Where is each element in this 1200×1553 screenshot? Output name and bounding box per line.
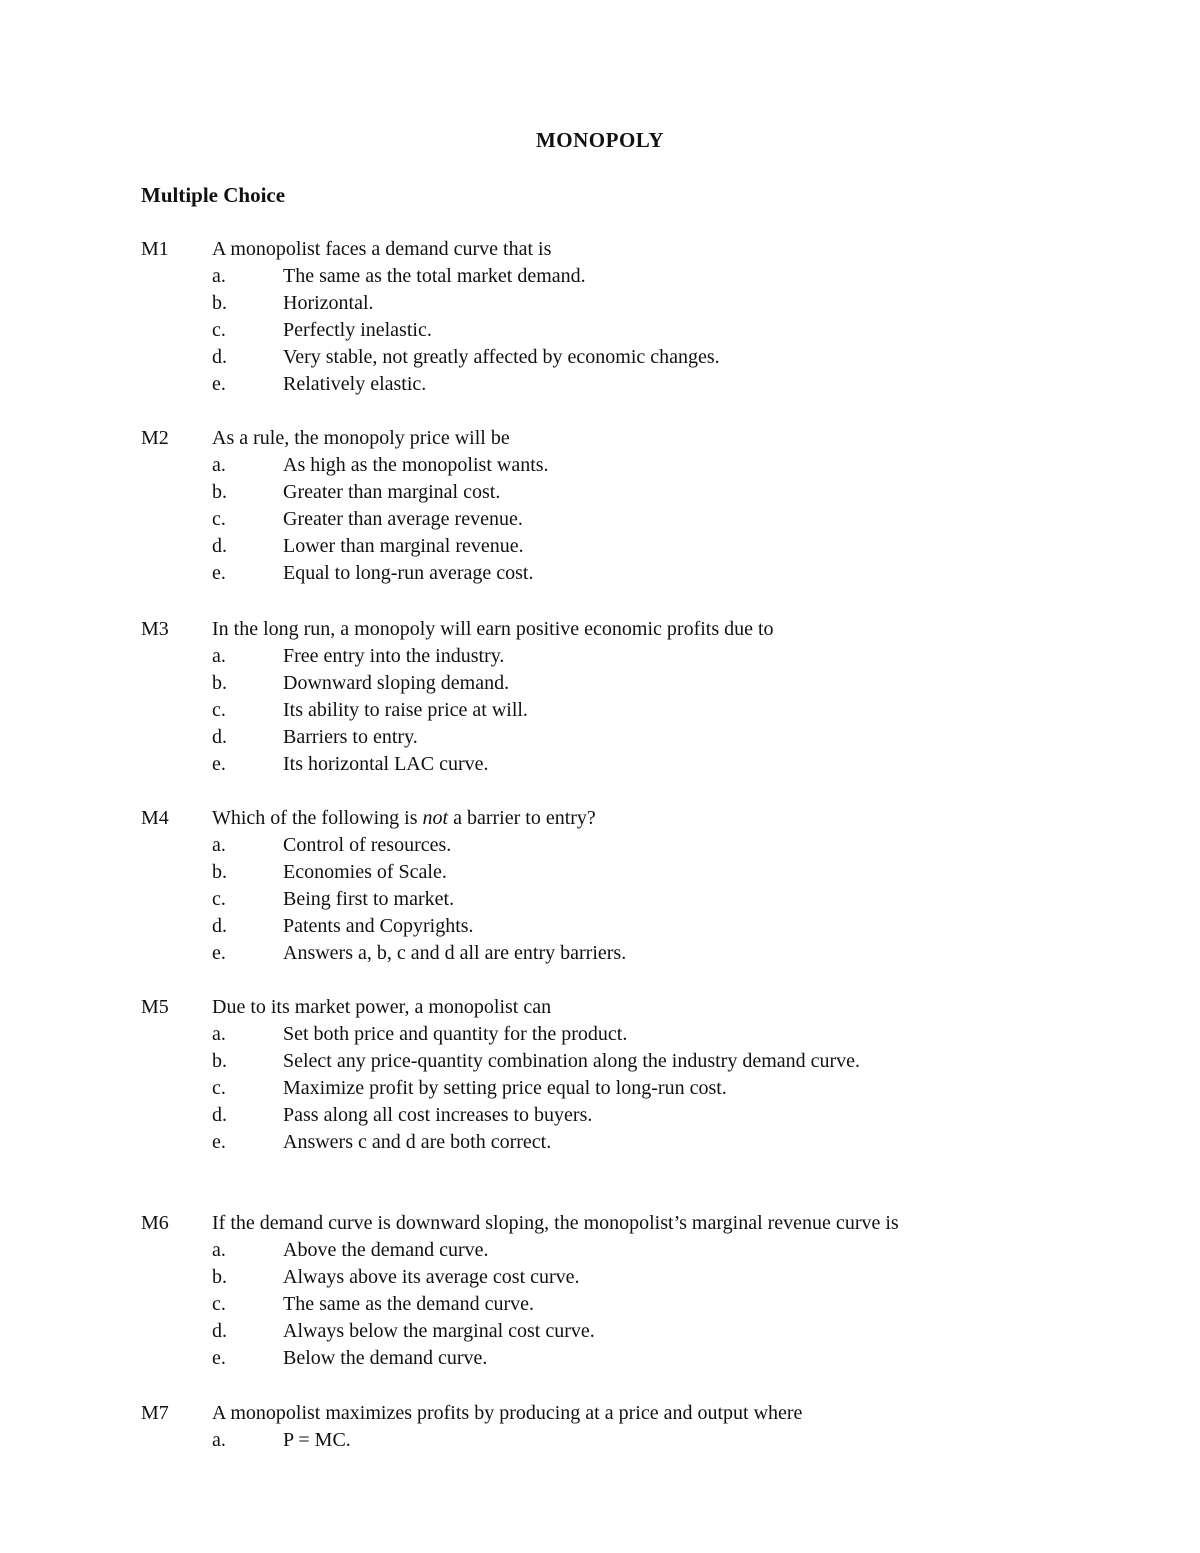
option-text: Maximize profit by setting price equal to long-run cost.: [283, 1077, 727, 1099]
question-m7: [0, 1400, 1200, 1454]
option-letter: d.: [212, 346, 227, 368]
option-text: Relatively elastic.: [283, 373, 427, 395]
option-letter: a.: [212, 834, 226, 856]
option-letter: b.: [212, 1266, 227, 1288]
option-letter: e.: [212, 562, 226, 584]
option-text: Equal to long-run average cost.: [283, 562, 534, 584]
option-letter: a.: [212, 645, 226, 667]
question-m4: [0, 805, 1200, 967]
option-letter: a.: [212, 1023, 226, 1045]
option-e: [0, 940, 1200, 967]
question-number: M6: [141, 1212, 169, 1234]
option-c: [0, 697, 1200, 724]
option-letter: e.: [212, 373, 226, 395]
option-a: [0, 643, 1200, 670]
question-number: M7: [141, 1402, 169, 1424]
section-heading: Multiple Choice: [141, 183, 286, 207]
option-letter: b.: [212, 292, 227, 314]
option-e: [0, 560, 1200, 587]
question-text: In the long run, a monopoly will earn positive economic profits due to: [212, 618, 774, 640]
option-d: [0, 724, 1200, 751]
option-letter: b.: [212, 481, 227, 503]
option-a: [0, 1237, 1200, 1264]
option-d: [0, 533, 1200, 560]
option-b: [0, 1264, 1200, 1291]
option-letter: d.: [212, 915, 227, 937]
question-number: M5: [141, 996, 169, 1018]
option-b: [0, 479, 1200, 506]
option-letter: c.: [212, 699, 226, 721]
question-text-before: Which of the following is: [212, 807, 423, 829]
option-c: [0, 886, 1200, 913]
question-text: [212, 805, 596, 832]
option-a: [0, 1021, 1200, 1048]
option-text: Lower than marginal revenue.: [283, 535, 524, 557]
option-letter: c.: [212, 888, 226, 910]
option-text: Horizontal.: [283, 292, 374, 314]
question-text-emphasis: not: [422, 807, 449, 829]
option-text: Downward sloping demand.: [283, 672, 510, 694]
option-d: [0, 1318, 1200, 1345]
option-a: [0, 1427, 1200, 1454]
option-e: [0, 1129, 1200, 1156]
option-c: [0, 317, 1200, 344]
option-letter: b.: [212, 861, 227, 883]
question-stem: [0, 1210, 1200, 1237]
question-text: A monopolist maximizes profits by producing at a price and output where: [212, 1402, 803, 1424]
option-text: Always below the marginal cost curve.: [283, 1320, 595, 1342]
option-text: Always above its average cost curve.: [283, 1266, 580, 1288]
option-c: [0, 1291, 1200, 1318]
option-text: Patents and Copyrights.: [283, 915, 474, 937]
question-stem: [0, 425, 1200, 452]
option-text: Economies of Scale.: [283, 861, 447, 883]
question-m1: [0, 236, 1200, 398]
question-number: M3: [141, 618, 169, 640]
question-stem: [0, 1400, 1200, 1427]
question-number: M4: [141, 807, 169, 829]
question-text: A monopolist faces a demand curve that is: [212, 238, 552, 260]
option-text: Its ability to raise price at will.: [283, 699, 528, 721]
option-letter: c.: [212, 508, 226, 530]
question-text: If the demand curve is downward sloping, the monopolist’s marginal revenue curve is: [212, 1212, 899, 1234]
option-letter: e.: [212, 1347, 226, 1369]
option-text: Answers a, b, c and d all are entry barriers.: [283, 942, 627, 964]
option-e: [0, 751, 1200, 778]
option-text: Select any price-quantity combination along the industry demand curve.: [283, 1050, 861, 1072]
option-text: Very stable, not greatly affected by economic changes.: [283, 346, 720, 368]
question-number: M2: [141, 427, 169, 449]
option-text: Answers c and d are both correct.: [283, 1131, 552, 1153]
option-letter: c.: [212, 319, 226, 341]
option-text: As high as the monopolist wants.: [283, 454, 549, 476]
option-letter: e.: [212, 753, 226, 775]
option-letter: b.: [212, 672, 227, 694]
option-b: [0, 670, 1200, 697]
option-text: Being first to market.: [283, 888, 455, 910]
option-text: Greater than average revenue.: [283, 508, 523, 530]
option-b: [0, 1048, 1200, 1075]
option-d: [0, 913, 1200, 940]
option-a: [0, 832, 1200, 859]
option-letter: d.: [212, 1104, 227, 1126]
option-letter: e.: [212, 942, 226, 964]
question-text: Due to its market power, a monopolist can: [212, 996, 552, 1018]
question-stem: [0, 994, 1200, 1021]
option-letter: d.: [212, 535, 227, 557]
option-letter: a.: [212, 1429, 226, 1451]
option-letter: d.: [212, 1320, 227, 1342]
option-letter: c.: [212, 1293, 226, 1315]
option-b: [0, 290, 1200, 317]
option-letter: a.: [212, 265, 226, 287]
page-title: MONOPOLY: [535, 128, 665, 152]
option-text: Greater than marginal cost.: [283, 481, 501, 503]
option-letter: a.: [212, 1239, 226, 1261]
option-text: Control of resources.: [283, 834, 452, 856]
option-letter: a.: [212, 454, 226, 476]
question-text: As a rule, the monopoly price will be: [212, 427, 510, 449]
question-text-after: a barrier to entry?: [448, 807, 596, 829]
option-text: Barriers to entry.: [283, 726, 418, 748]
question-m3: [0, 616, 1200, 778]
option-a: [0, 452, 1200, 479]
option-a: [0, 263, 1200, 290]
option-letter: b.: [212, 1050, 227, 1072]
option-text: Its horizontal LAC curve.: [283, 753, 489, 775]
option-letter: c.: [212, 1077, 226, 1099]
question-m6: [0, 1210, 1200, 1372]
option-d: [0, 1102, 1200, 1129]
question-stem: [0, 805, 1200, 832]
option-text: Perfectly inelastic.: [283, 319, 432, 341]
option-letter: e.: [212, 1131, 226, 1153]
option-text: Free entry into the industry.: [283, 645, 505, 667]
question-stem: [0, 236, 1200, 263]
option-e: [0, 371, 1200, 398]
question-m2: [0, 425, 1200, 587]
option-text: The same as the total market demand.: [283, 265, 586, 287]
question-stem: [0, 616, 1200, 643]
option-text: Pass along all cost increases to buyers.: [283, 1104, 593, 1126]
option-text: P = MC.: [283, 1429, 351, 1451]
option-text: Below the demand curve.: [283, 1347, 488, 1369]
option-text: Above the demand curve.: [283, 1239, 489, 1261]
option-c: [0, 1075, 1200, 1102]
question-number: M1: [141, 238, 169, 260]
option-c: [0, 506, 1200, 533]
option-e: [0, 1345, 1200, 1372]
option-b: [0, 859, 1200, 886]
question-m5: [0, 994, 1200, 1156]
option-text: Set both price and quantity for the product.: [283, 1023, 628, 1045]
option-text: The same as the demand curve.: [283, 1293, 535, 1315]
option-letter: d.: [212, 726, 227, 748]
option-d: [0, 344, 1200, 371]
